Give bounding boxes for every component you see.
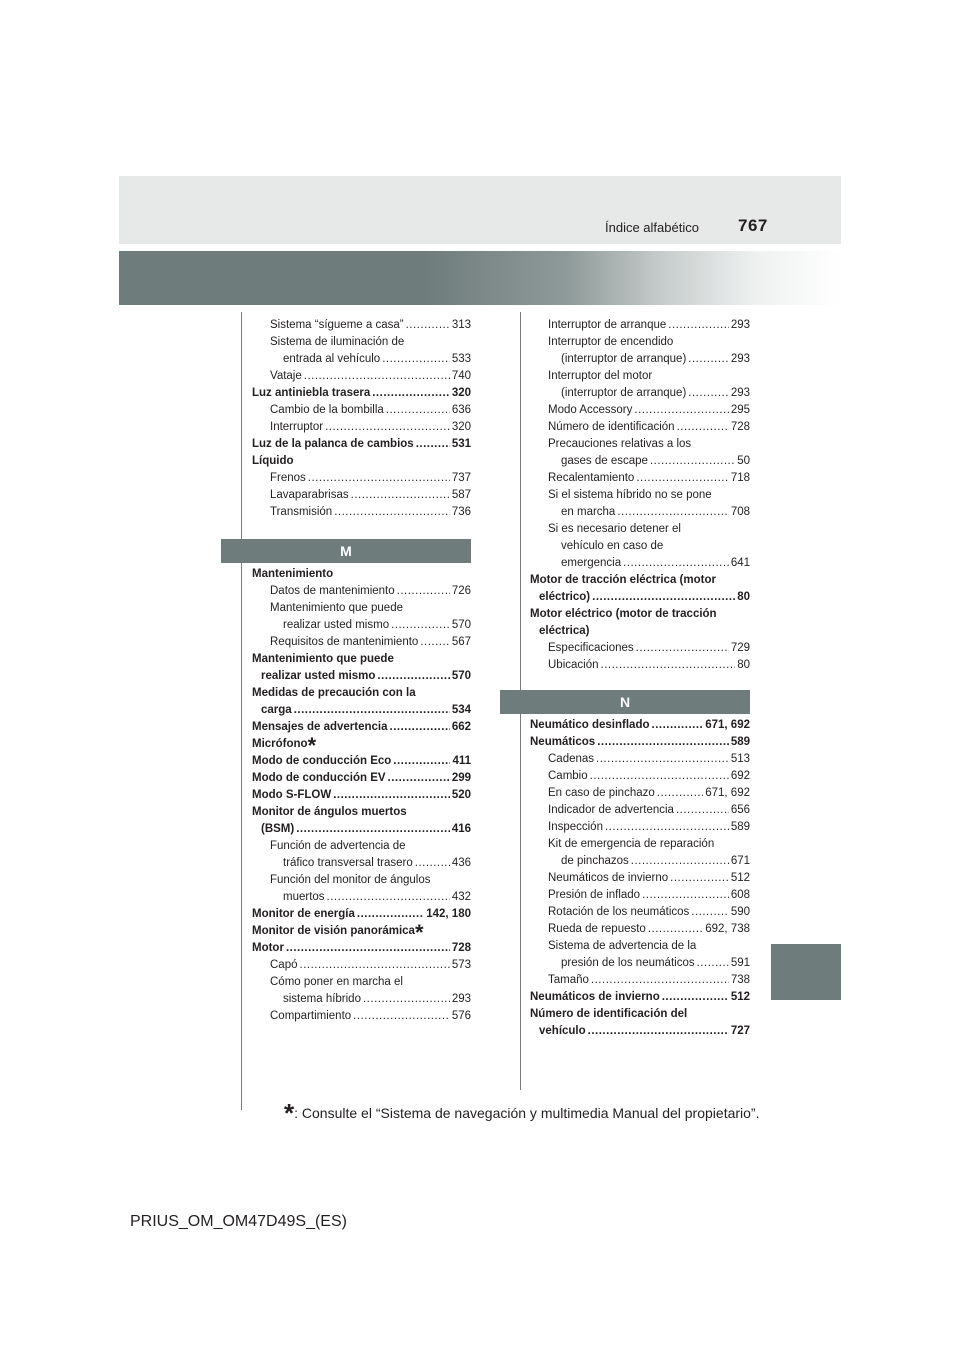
dot-leader	[588, 1023, 729, 1040]
index-entry-term: gases de escape	[561, 455, 648, 467]
dot-leader	[657, 785, 703, 802]
index-entry-term: Si el sistema híbrido no se pone	[548, 489, 712, 501]
index-entry	[252, 385, 471, 402]
index-block-l	[252, 317, 471, 521]
index-entry-page: 737	[451, 472, 471, 484]
index-entry-term: Sistema de advertencia de la	[548, 940, 697, 952]
document-code: PRIUS_OM_OM47D49S_(ES)	[130, 1213, 347, 1230]
index-entry-term: Motor eléctrico (motor de tracción	[530, 608, 717, 620]
index-entry-term: Monitor de energía	[252, 908, 355, 920]
index-entry	[530, 487, 750, 504]
dot-leader	[406, 317, 450, 334]
index-entry	[252, 974, 471, 991]
index-entry-page: 295	[730, 404, 750, 416]
footnote-text: : Consulte el “Sistema de navegación y multimedia Manual del propietario”.	[294, 1105, 760, 1121]
index-entry	[530, 768, 750, 785]
index-entry	[252, 906, 471, 923]
index-entry-page: 662	[451, 721, 471, 733]
index-entry	[530, 606, 750, 623]
index-entry-term: de pinchazos	[561, 855, 629, 867]
index-entry	[530, 419, 750, 436]
index-entry-page: 320	[451, 387, 471, 399]
index-entry-term: Función del monitor de ángulos	[270, 874, 431, 886]
index-entry-page: 729	[730, 642, 750, 654]
dot-leader	[334, 504, 450, 521]
index-entry-term: Mantenimiento que puede	[270, 602, 403, 614]
footnote	[284, 1094, 760, 1128]
index-entry-term: Monitor de visión panorámica	[252, 925, 415, 937]
index-entry	[530, 1006, 750, 1023]
page-number: 767	[738, 216, 768, 235]
index-entry	[252, 872, 471, 889]
index-entry-page: 533	[451, 353, 471, 365]
dot-leader	[676, 802, 729, 819]
index-entry	[252, 804, 471, 821]
index-entry	[530, 470, 750, 487]
index-entry-term: Interruptor del motor	[548, 370, 653, 382]
index-entry-term: Líquido	[252, 455, 294, 467]
index-entry-term: Interruptor	[270, 421, 324, 433]
index-entry-page: 671	[730, 855, 750, 867]
index-entry-page: 608	[730, 889, 750, 901]
dot-leader	[662, 989, 729, 1006]
index-entry-page: 587	[451, 489, 471, 501]
index-entry	[530, 351, 750, 368]
index-entry-page: 50	[737, 455, 750, 467]
index-entry-term: Modo de conducción Eco	[252, 755, 392, 767]
dot-leader	[300, 957, 450, 974]
dot-leader	[377, 668, 449, 685]
index-entry-term: Compartimiento	[270, 1010, 352, 1022]
index-entry-page: 692	[730, 770, 750, 782]
index-entry-page: 589	[730, 821, 750, 833]
index-entry-term: Luz antiniebla trasera	[252, 387, 371, 399]
index-entry	[252, 753, 471, 770]
dot-leader	[415, 855, 450, 872]
dot-leader	[592, 589, 735, 606]
index-entry	[530, 938, 750, 955]
index-entry	[252, 991, 471, 1008]
index-entry: Micrófono *	[252, 733, 317, 758]
index-entry-term: (interruptor de arranque)	[561, 353, 687, 365]
index-entry	[252, 889, 471, 906]
index-entry-term: Motor	[252, 942, 284, 954]
index-entry	[252, 617, 471, 634]
index-entry-term: Modo S-FLOW	[252, 789, 332, 801]
dot-leader	[353, 1008, 450, 1025]
index-entry-term: En caso de pinchazo	[548, 787, 655, 799]
index-entry-page: 736	[451, 506, 471, 518]
dot-leader	[286, 940, 450, 957]
index-entry-page: 727	[730, 1025, 750, 1037]
dot-leader	[363, 991, 450, 1008]
index-entry-page: 293	[730, 353, 750, 365]
index-entry	[252, 787, 471, 804]
index-entry-page: 142, 180	[426, 908, 471, 920]
index-entry-term: Cambio	[548, 770, 588, 782]
index-entry	[252, 600, 471, 617]
index-entry-term: Presión de inflado	[548, 889, 641, 901]
dot-leader	[648, 921, 703, 938]
index-entry	[252, 651, 471, 668]
index-entry-term: vehículo	[539, 1025, 586, 1037]
index-entry-term: Rueda de repuesto	[548, 923, 646, 935]
index-entry-term: muertos	[283, 891, 325, 903]
index-entry-term: Luz de la palanca de cambios	[252, 438, 414, 450]
index-entry	[252, 317, 471, 334]
index-entry-page: 590	[730, 906, 750, 918]
dot-leader	[296, 821, 450, 838]
index-entry	[252, 855, 471, 872]
index-entry-page: 293	[451, 993, 471, 1005]
index-entry-page: 728	[451, 942, 471, 954]
dot-leader	[591, 972, 729, 989]
index-entry	[530, 717, 750, 734]
index-entry-term: Interruptor de encendido	[548, 336, 674, 348]
dot-leader	[636, 470, 729, 487]
dot-leader	[650, 453, 735, 470]
index-entry-term: Neumáticos de invierno	[548, 872, 669, 884]
index-entry-term: Requisitos de mantenimiento	[270, 636, 419, 648]
index-entry-term: Precauciones relativas a los	[548, 438, 692, 450]
index-entry-page: 692, 738	[705, 923, 750, 935]
index-entry	[252, 719, 471, 736]
index-entry	[530, 657, 750, 674]
index-entry	[530, 1023, 750, 1040]
index-entry-page: 432	[451, 891, 471, 903]
index-entry	[530, 853, 750, 870]
index-entry-term: Rotación de los neumáticos	[548, 906, 690, 918]
index-entry	[252, 419, 471, 436]
index-entry-term: Cadenas	[548, 753, 595, 765]
dot-leader	[388, 770, 450, 787]
index-entry	[530, 921, 750, 938]
index-entry-term: eléctrica)	[539, 625, 590, 637]
left-column-rule	[241, 312, 242, 1110]
index-entry	[530, 955, 750, 972]
dot-leader	[597, 734, 729, 751]
index-entry-page: 740	[451, 370, 471, 382]
index-entry-page: 671, 692	[705, 719, 750, 731]
dot-leader	[420, 634, 450, 651]
index-entry-page: 512	[730, 991, 750, 1003]
index-entry	[252, 1008, 471, 1025]
index-entry-term: presión de los neumáticos	[561, 957, 695, 969]
index-entry	[252, 351, 471, 368]
section-letter-m: M	[221, 539, 471, 563]
index-entry-page: 416	[451, 823, 471, 835]
index-entry-term: en marcha	[561, 506, 616, 518]
index-entry-page: 671, 692	[705, 787, 750, 799]
index-entry-term: Indicador de advertencia	[548, 804, 674, 816]
index-entry-term: Medidas de precaución con la	[252, 687, 416, 699]
index-entry	[530, 538, 750, 555]
index-entry-term: Capó	[270, 959, 298, 971]
index-entry	[530, 504, 750, 521]
index-entry	[252, 940, 471, 957]
index-entry-term: Mantenimiento	[252, 568, 334, 580]
index-entry-page: 512	[730, 872, 750, 884]
index-block-n	[530, 717, 750, 1040]
index-entry-page: 573	[451, 959, 471, 971]
index-entry-page: 570	[451, 619, 471, 631]
index-entry-term: entrada al vehículo	[283, 353, 381, 365]
dot-leader	[327, 889, 450, 906]
index-entry-term: (BSM)	[261, 823, 295, 835]
index-entry	[530, 887, 750, 904]
index-entry-page: 436	[451, 857, 471, 869]
index-entry-page: 576	[451, 1010, 471, 1022]
index-entry-page: 641	[730, 557, 750, 569]
index-entry-term: eléctrico)	[539, 591, 591, 603]
index-entry-term: Número de identificación del	[530, 1008, 688, 1020]
index-entry-term: vehículo en caso de	[561, 540, 664, 552]
dot-leader	[634, 402, 728, 419]
dot-leader	[631, 853, 729, 870]
index-entry	[530, 385, 750, 402]
index-entry-term: Kit de emergencia de reparación	[548, 838, 715, 850]
index-entry-page: 80	[737, 591, 750, 603]
index-entry-term: realizar usted mismo	[261, 670, 376, 682]
index-block-m	[252, 566, 471, 1025]
index-entry-term: Neumáticos de invierno	[530, 991, 660, 1003]
index-entry-page: 591	[730, 957, 750, 969]
index-entry-term: Especificaciones	[548, 642, 634, 654]
index-entry	[252, 634, 471, 651]
section-letter-n: N	[500, 690, 750, 714]
index-entry-term: Interruptor de arranque	[548, 319, 667, 331]
index-entry	[530, 870, 750, 887]
index-entry	[530, 836, 750, 853]
dot-leader	[688, 385, 729, 402]
index-entry-page: 293	[730, 387, 750, 399]
index-entry-page: 589	[730, 736, 750, 748]
index-entry	[252, 453, 471, 470]
index-entry-page: 80	[737, 659, 750, 671]
index-entry-term: Lavaparabrisas	[270, 489, 349, 501]
index-entry	[252, 504, 471, 521]
index-entry-term: tráfico transversal trasero	[283, 857, 413, 869]
dot-leader	[670, 870, 729, 887]
index-entry	[252, 668, 471, 685]
index-entry-page: 513	[730, 753, 750, 765]
index-entry	[530, 589, 750, 606]
dot-leader	[601, 657, 736, 674]
index-entry	[252, 436, 471, 453]
dot-leader	[304, 368, 450, 385]
index-entry-page: 636	[451, 404, 471, 416]
index-entry-page: 293	[730, 319, 750, 331]
index-entry	[252, 838, 471, 855]
index-entry	[530, 640, 750, 657]
dot-leader	[596, 751, 729, 768]
index-entry	[252, 685, 471, 702]
index-entry	[530, 555, 750, 572]
dot-leader	[390, 719, 450, 736]
index-entry	[530, 402, 750, 419]
index-entry-term: Si es necesario detener el	[548, 523, 681, 535]
index-entry-term: Número de identificación	[548, 421, 675, 433]
index-entry	[530, 572, 750, 589]
thumb-index-tab	[771, 944, 841, 1000]
index-entry	[252, 368, 471, 385]
index-entry: Monitor de visión panorámica *	[252, 920, 424, 945]
dot-leader	[382, 351, 450, 368]
index-entry-term: Neumático desinflado	[530, 719, 650, 731]
index-entry-term: Motor de tracción eléctrica (motor	[530, 574, 716, 586]
index-entry-page: 567	[451, 636, 471, 648]
index-entry	[530, 785, 750, 802]
footnote-asterisk: *	[284, 1098, 295, 1128]
section-title: Índice alfabético	[605, 220, 699, 235]
index-entry	[252, 957, 471, 974]
dot-leader	[617, 504, 728, 521]
index-entry-page: 320	[451, 421, 471, 433]
dot-leader	[668, 317, 729, 334]
index-entry-term: Ubicación	[548, 659, 599, 671]
index-entry	[530, 972, 750, 989]
index-entry	[530, 751, 750, 768]
dot-leader	[325, 419, 450, 436]
header-gradient-band	[119, 251, 841, 305]
index-entry-page: 520	[451, 789, 471, 801]
index-entry-page: 313	[451, 319, 471, 331]
index-entry-term: Cómo poner en marcha el	[270, 976, 403, 988]
index-entry-page: 299	[451, 772, 471, 784]
index-entry	[252, 334, 471, 351]
dot-leader	[642, 887, 729, 904]
index-entry-term: Modo de conducción EV	[252, 772, 386, 784]
index-entry-term: Función de advertencia de	[270, 840, 406, 852]
index-entry-term: sistema híbrido	[283, 993, 361, 1005]
index-entry-term: Mantenimiento que puede	[252, 653, 394, 665]
header-background	[119, 176, 841, 244]
dot-leader	[691, 904, 729, 921]
index-entry	[530, 317, 750, 334]
index-entry-term: (interruptor de arranque)	[561, 387, 687, 399]
index-entry	[530, 819, 750, 836]
index-entry	[530, 734, 750, 751]
dot-leader	[391, 617, 450, 634]
index-entry-term: realizar usted mismo	[283, 619, 390, 631]
index-entry-term: Micrófono	[252, 738, 308, 750]
index-entry	[530, 334, 750, 351]
index-entry	[530, 623, 750, 640]
dot-leader	[688, 351, 729, 368]
index-entry-term: carga	[261, 704, 292, 716]
index-entry	[530, 989, 750, 1006]
index-entry	[530, 904, 750, 921]
dot-leader	[416, 436, 450, 453]
index-entry	[530, 802, 750, 819]
dot-leader	[372, 385, 450, 402]
index-entry	[530, 453, 750, 470]
dot-leader	[590, 768, 729, 785]
index-entry-page: 726	[451, 585, 471, 597]
index-entry-term: Recalentamiento	[548, 472, 635, 484]
dot-leader	[393, 753, 450, 770]
index-entry-term: Mensajes de advertencia	[252, 721, 388, 733]
dot-leader	[623, 555, 729, 572]
index-entry-page: 728	[730, 421, 750, 433]
index-entry	[530, 521, 750, 538]
index-entry-term: Frenos	[270, 472, 306, 484]
index-entry-page: 738	[730, 974, 750, 986]
index-entry	[252, 470, 471, 487]
index-entry	[252, 770, 471, 787]
index-entry-term: Sistema de iluminación de	[270, 336, 405, 348]
index-entry-page: 718	[730, 472, 750, 484]
dot-leader	[697, 955, 729, 972]
index-entry	[252, 402, 471, 419]
dot-leader	[397, 583, 450, 600]
index-entry-term: Inspección	[548, 821, 603, 833]
dot-leader	[652, 717, 704, 734]
index-entry	[530, 368, 750, 385]
dot-leader	[677, 419, 729, 436]
index-entry-term: Vataje	[270, 370, 302, 382]
index-entry-term: Transmisión	[270, 506, 333, 518]
index-entry-page: 708	[730, 506, 750, 518]
dot-leader	[294, 702, 450, 719]
index-entry-term: emergencia	[561, 557, 622, 569]
index-entry	[252, 583, 471, 600]
index-entry-term: Monitor de ángulos muertos	[252, 806, 407, 818]
index-block-m-continued	[530, 317, 750, 674]
index-entry-term: Datos de mantenimiento	[270, 585, 395, 597]
index-entry-term: Modo Accessory	[548, 404, 633, 416]
index-entry-term: Sistema “sígueme a casa”	[270, 319, 404, 331]
index-entry	[252, 566, 471, 583]
index-entry	[252, 487, 471, 504]
dot-leader	[308, 470, 450, 487]
index-entry	[252, 702, 471, 719]
index-entry-page: 656	[730, 804, 750, 816]
dot-leader	[351, 487, 450, 504]
index-entry-term: Tamaño	[548, 974, 589, 986]
index-entry-page: 534	[451, 704, 471, 716]
index-entry-term: Cambio de la bombilla	[270, 404, 384, 416]
dot-leader	[605, 819, 729, 836]
index-entry	[530, 436, 750, 453]
index-entry-page: 570	[451, 670, 471, 682]
index-entry-page: 411	[452, 755, 471, 767]
index-entry-term: Neumáticos	[530, 736, 596, 748]
index-entry	[252, 821, 471, 838]
dot-leader	[333, 787, 450, 804]
dot-leader	[636, 640, 729, 657]
index-entry-page: 531	[451, 438, 471, 450]
dot-leader	[386, 402, 450, 419]
